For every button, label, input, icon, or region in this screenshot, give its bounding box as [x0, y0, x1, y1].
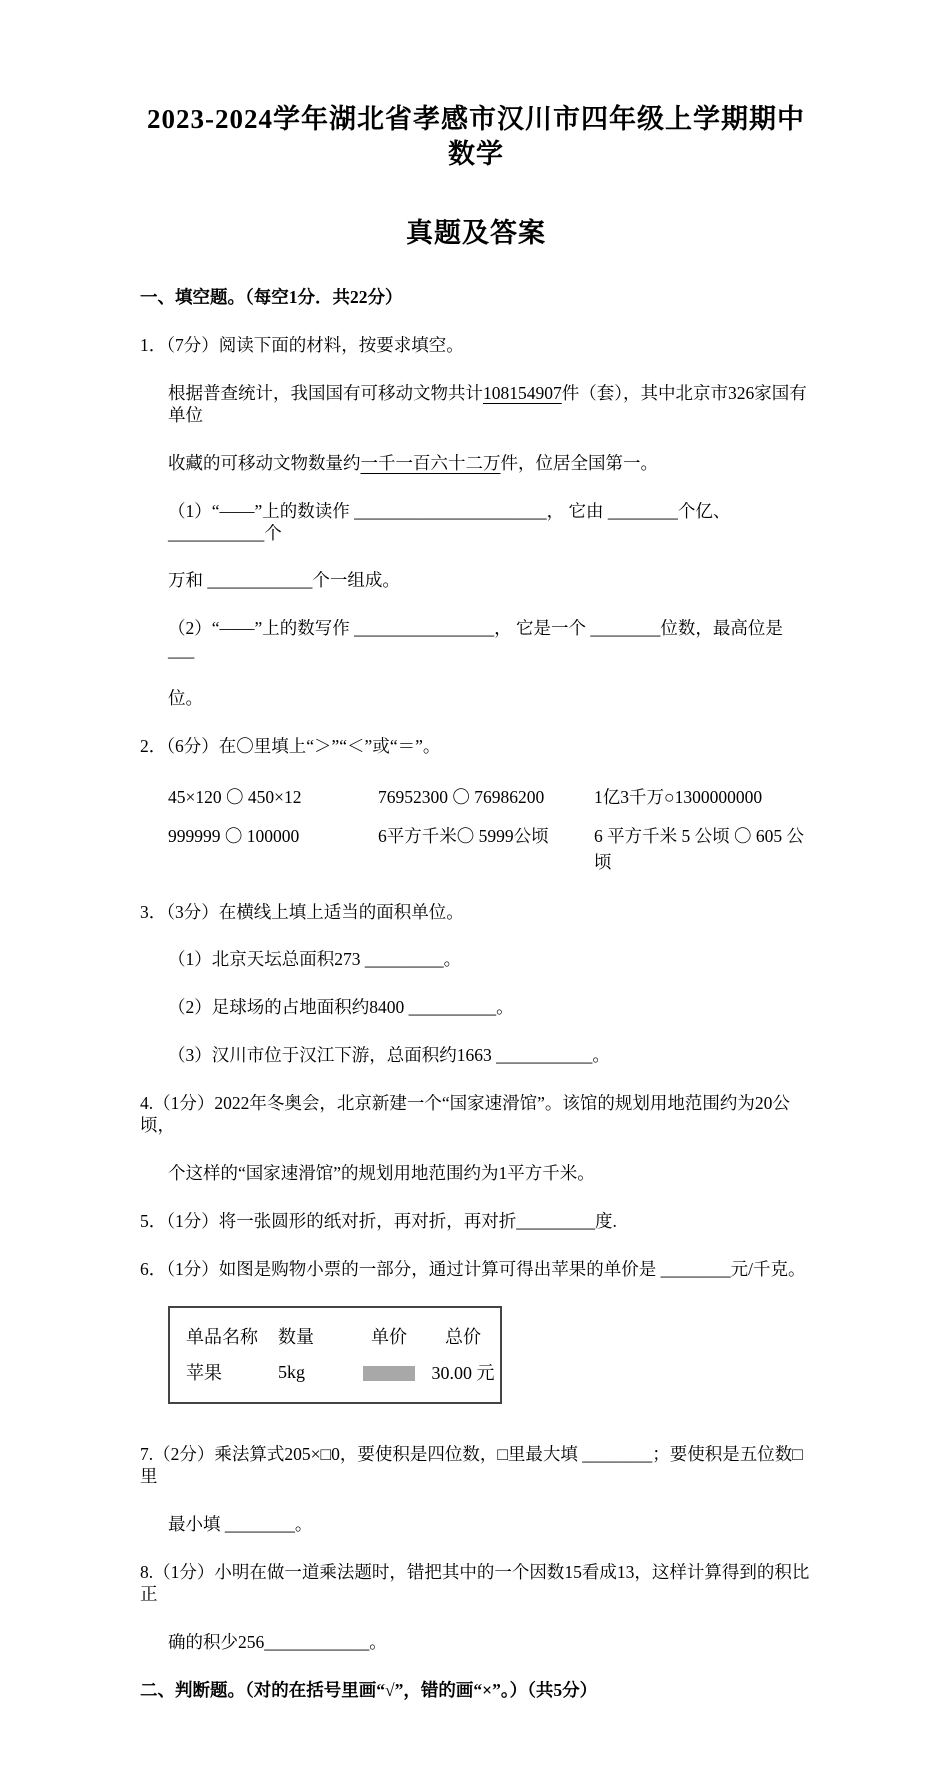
shopping-receipt-table	[168, 1306, 502, 1404]
q2-comparison-item: 76952300 〇 76986200	[378, 786, 545, 807]
q2-comparison-item: 1亿3千万○1300000000	[594, 786, 763, 807]
receipt-data-row	[186, 1359, 495, 1385]
receipt-header-unit-price: 单价	[371, 1327, 407, 1348]
q2-comparison-item: 45×120 〇 450×12	[168, 786, 302, 807]
receipt-header-row	[186, 1323, 484, 1349]
receipt-header-total-price: 总价	[445, 1327, 481, 1348]
q1-sub2-line1: （2）“——”上的数写作 ________________， 它是一个 ________位数，最高位是 ___	[168, 618, 783, 661]
q1-line2-pre: 根据普查统计，我国国有可移动文物共计	[168, 383, 483, 404]
q1-line3-underlined-number: 一千一百六十二万	[360, 452, 501, 473]
q1-line3	[140, 453, 812, 475]
receipt-item-total: 30.00 元	[431, 1363, 495, 1384]
document-title-line2: 真题及答案	[406, 218, 546, 249]
q3-sub2: （2）足球场的占地面积约8400 __________。	[168, 997, 514, 1018]
receipt-header-quantity: 数量	[278, 1327, 314, 1348]
q1-line3-post: 件，位居全国第一。	[500, 452, 658, 473]
receipt-item-name: 苹果	[186, 1363, 222, 1384]
q2-line1: 2．（6分）在〇里填上“＞”“＜”或“＝”。	[140, 735, 441, 756]
q4-line2: 个这样的“国家速滑馆”的规划用地范围约为1平方千米。	[168, 1162, 595, 1183]
q1-line2-underlined-number: 108154907	[483, 383, 562, 404]
q1-sub1-line2: 万和 ____________个一组成。	[168, 570, 400, 591]
receipt-header-item-name: 单品名称	[186, 1327, 258, 1348]
q8-line1: 8.（1分）小明在做一道乘法题时，错把其中的一个因数15看成13，这样计算得到的积比正	[140, 1562, 810, 1604]
q5-line1: 5．（1分）将一张圆形的纸对折，再对折，再对折_________度.	[140, 1210, 617, 1231]
price-redacted-box	[363, 1366, 415, 1381]
q7-line1: 7.（2分）乘法算式205×□0，要使积是四位数，□里最大填 ________；要使积是五位数□里	[140, 1444, 803, 1487]
q2-comparison-item: 999999 〇 100000	[168, 826, 300, 847]
receipt-item-price-cell	[350, 1362, 428, 1383]
q1-sub2-line2: 位。	[168, 688, 203, 709]
q1-line1: 1．（7分）阅读下面的材料，按要求填空。	[140, 335, 464, 356]
document-title-line1: 2023-2024学年湖北省孝感市汉川市四年级上学期期中数学	[147, 104, 805, 170]
q3-sub1: （1）北京天坛总面积273 _________。	[168, 949, 462, 970]
q2-comparison-item: 6平方千米〇 5999公顷	[378, 826, 549, 847]
q3-line1: 3．（3分）在横线上填上适当的面积单位。	[140, 901, 464, 922]
q2-comparison-row-1	[140, 784, 812, 810]
q8-line2: 确的积少256____________。	[168, 1631, 387, 1652]
q1-sub1-line1: （1）“——”上的数读作 ______________________， 它由 ________个亿、___________个	[168, 500, 731, 543]
q6-line1: 6．（1分）如图是购物小票的一部分，通过计算可得出苹果的单价是 ________元/千克。	[140, 1258, 806, 1279]
q1-line2	[140, 383, 812, 427]
q4-line1: 4.（1分）2022年冬奥会，北京新建一个“国家速滑馆”。该馆的规划用地范围约为20公顷，	[140, 1093, 790, 1135]
section-1-heading: 一、填空题。（每空1分．共22分）	[140, 287, 403, 308]
q1-line2-post: 件（套），其中北京市326家国有单位	[168, 383, 807, 425]
q2-comparison-row-2	[140, 823, 812, 876]
q3-sub3: （3）汉川市位于汉江下游，总面积约1663 ___________。	[168, 1045, 610, 1066]
q1-line3-pre: 收藏的可移动文物数量约	[168, 452, 361, 473]
receipt-item-quantity: 5kg	[278, 1361, 305, 1382]
section-2-heading: 二、判断题。（对的在括号里画“√”，错的画“×”。）（共5分）	[140, 1679, 598, 1700]
q7-line2: 最小填 ________。	[168, 1514, 313, 1535]
q2-comparison-item: 6 平方千米 5 公顷 〇 605 公顷	[594, 826, 804, 873]
